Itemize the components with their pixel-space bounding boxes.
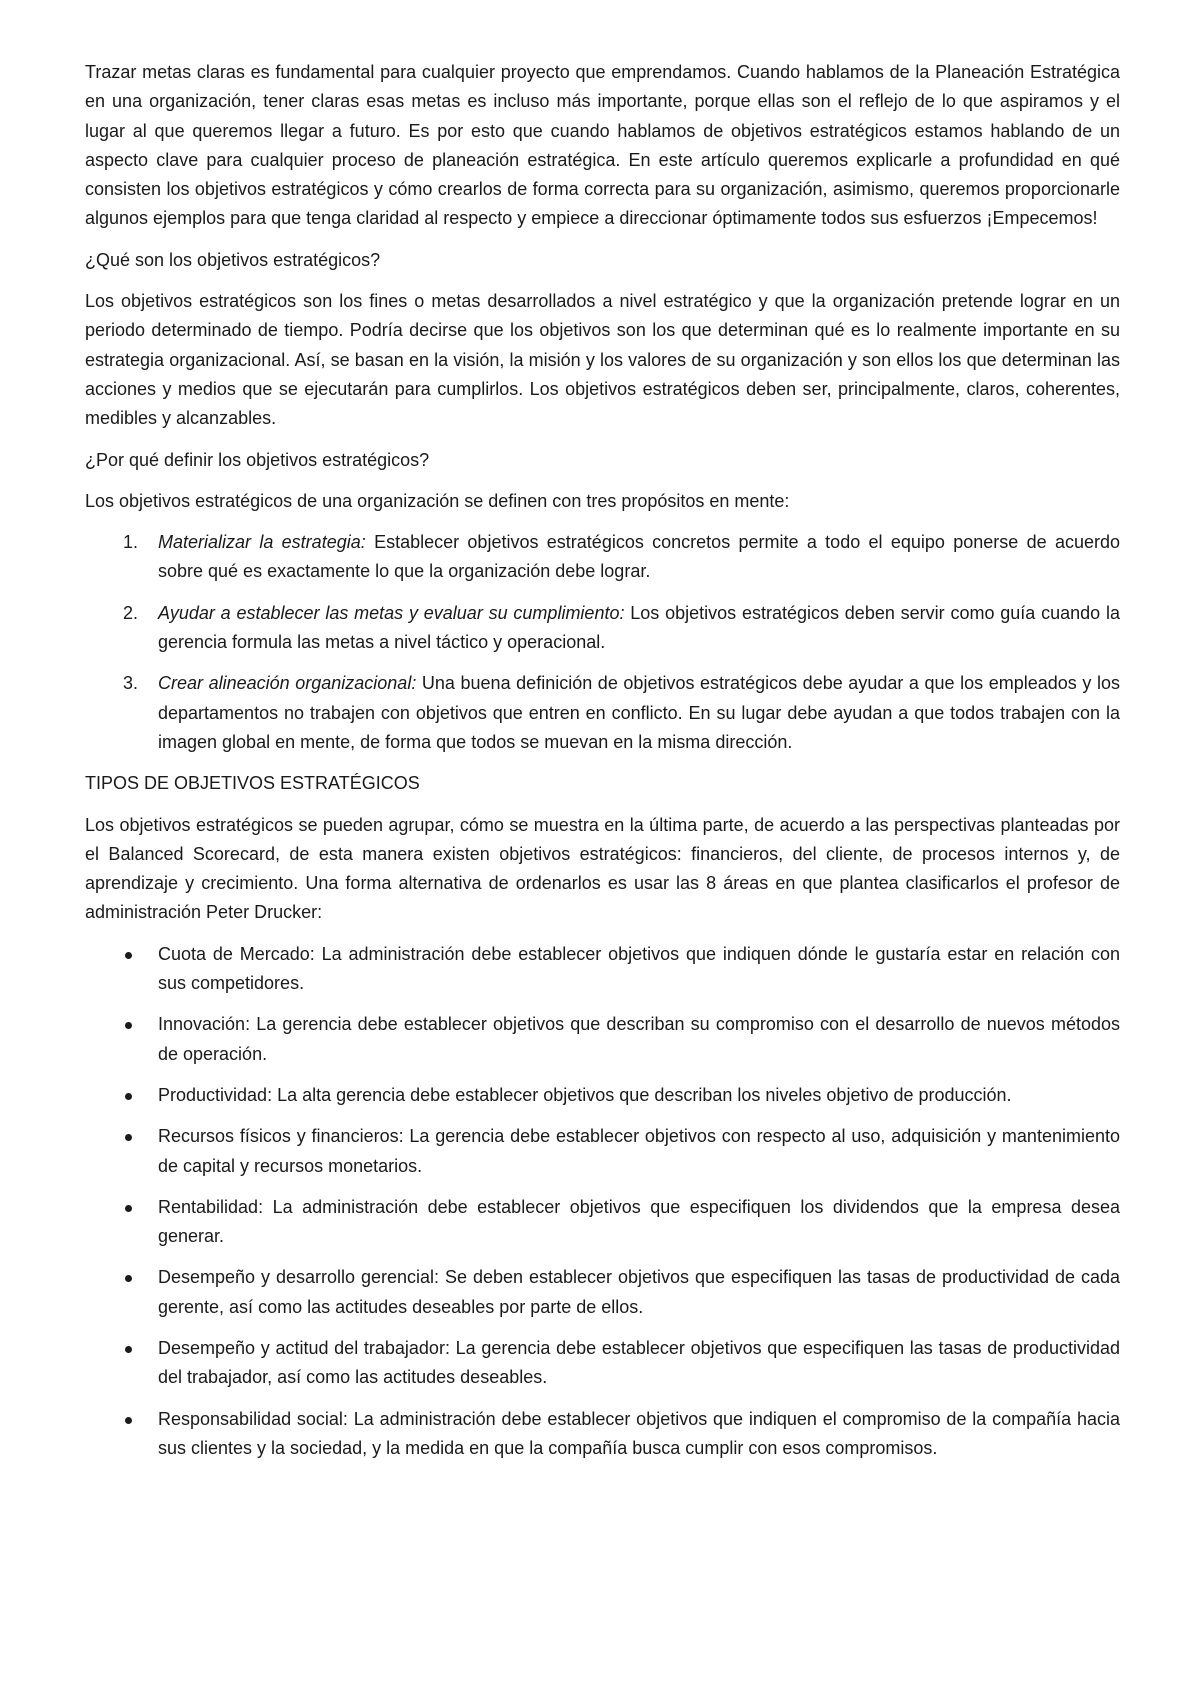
area-item (85, 940, 1120, 999)
list-number: 1. (123, 532, 139, 553)
purpose-item (85, 669, 1120, 757)
area-item (85, 1010, 1120, 1069)
bullet-icon (125, 1022, 132, 1029)
area-item (85, 1263, 1120, 1322)
bullet-icon (125, 1093, 132, 1100)
purpose-text: Los objetivos estratégicos deben servir como guía cuando la gerencia formula las metas a nivel táctico y operacional. (158, 602, 1120, 653)
purpose-text: Una buena definición de objetivos estratégicos debe ayudar a que los empleados y los departamentos no trabajen con objetivos que entren en conflicto. En su lugar debe ayudan a que todos trabajen con la imagen global en mente, de forma que todos se muevan en la misma dirección. (158, 673, 1120, 752)
area-item (85, 1334, 1120, 1393)
purpose-item (85, 528, 1120, 587)
list-number: 3. (123, 673, 139, 694)
area-text: Rentabilidad: La administración debe establecer objetivos que especifiquen los dividendos que la empresa desea generar. (158, 1196, 1120, 1247)
bullet-icon (125, 1275, 132, 1282)
area-text: Cuota de Mercado: La administración debe establecer objetivos que indiquen dónde le gustaría estar en relación con sus competidores. (158, 943, 1120, 994)
bullet-icon (125, 1205, 132, 1212)
purposes-list (85, 528, 1120, 757)
bullet-icon (125, 952, 132, 959)
area-text: Desempeño y actitud del trabajador: La gerencia debe establecer objetivos que especifiquen las tasas de productividad del trabajador, así como las actitudes deseables. (158, 1337, 1120, 1388)
area-text: Recursos físicos y financieros: La gerencia debe establecer objetivos con respecto al uso, adquisición y mantenimiento de capital y recursos monetarios. (158, 1126, 1120, 1176)
area-text: Responsabilidad social: La administración debe establecer objetivos que indiquen el compromiso de la compañía hacia sus clientes y la sociedad, y la medida en que la compañía busca cumplir con esos compromisos. (158, 1408, 1120, 1458)
area-text: Desempeño y desarrollo gerencial: Se deben establecer objetivos que especifiquen las tasas de productividad de cada gerente, así como las actitudes deseables por parte de ellos. (158, 1267, 1120, 1317)
intro-paragraph: Trazar metas claras es fundamental para cualquier proyecto que emprendamos. Cuando hablamos de la Planeación Estratégica en una organización, tener claras esas metas es incluso más importante, porque ellas son el reflejo de lo que aspiramos y el lugar al que queremos llegar a futuro. Es por esto que cuando hablamos de objetivos estratégicos estamos hablando de un aspecto clave para cualquier proceso de planeación estratégica. En este artículo queremos explicarle a profundidad en qué consisten los objetivos estratégicos y cómo crearlos de forma correcta para su organización, asimismo, queremos proporcionarle algunos ejemplos para que tenga claridad al respecto y empiece a direccionar óptimamente todos sus esfuerzos ¡Empecemos! (85, 62, 1120, 229)
section-body-types: Los objetivos estratégicos se pueden agrupar, cómo se muestra en la última parte, de acuerdo a las perspectivas planteadas por el Balanced Scorecard, de esta manera existen objetivos estratégicos: financieros, del cliente, de procesos internos y, de aprendizaje y crecimiento. Una forma alternativa de ordenarlos es usar las 8 áreas en que plantea clasificarlos el profesor de administración Peter Drucker: (85, 814, 1120, 923)
bullet-icon (125, 1134, 132, 1141)
areas-list (85, 940, 1120, 1463)
area-item (85, 1405, 1120, 1464)
section-heading-why: ¿Por qué definir los objetivos estratégicos? (85, 449, 430, 470)
area-text: Productividad: La alta gerencia debe establecer objetivos que describan los niveles objetivo de producción. (158, 1084, 1012, 1105)
section-intro-why: Los objetivos estratégicos de una organización se definen con tres propósitos en mente: (85, 490, 790, 511)
list-number: 2. (123, 602, 139, 623)
section-heading-types: TIPOS DE OBJETIVOS ESTRATÉGICOS (85, 773, 420, 794)
section-heading-what: ¿Qué son los objetivos estratégicos? (85, 249, 381, 270)
area-item (85, 1193, 1120, 1252)
purpose-lead: Materializar la estrategia: (158, 532, 366, 553)
purpose-lead: Crear alineación organizacional: (158, 673, 417, 694)
bullet-icon (125, 1346, 132, 1353)
area-item (85, 1081, 1120, 1110)
section-body-what: Los objetivos estratégicos son los fines o metas desarrollados a nivel estratégico y que la organización pretende lograr en un periodo determinado de tiempo. Podría decirse que los objetivos son los que determinan qué es lo realmente importante en su estrategia organizacional. Así, se basan en la visión, la misión y los valores de su organización y son ellos los que determinan las acciones y medios que se ejecutarán para cumplirlos. Los objetivos estratégicos deben ser, principalmente, claros, coherentes, medibles y alcanzables. (85, 291, 1120, 429)
purpose-item (85, 599, 1120, 658)
purpose-text: Establecer objetivos estratégicos concretos permite a todo el equipo ponerse de acuerdo sobre qué es exactamente lo que la organización debe lograr. (158, 532, 1120, 582)
area-item (85, 1122, 1120, 1181)
purpose-lead: Ayudar a establecer las metas y evaluar su cumplimiento: (158, 602, 625, 623)
area-text: Innovación: La gerencia debe establecer objetivos que describan su compromiso con el desarrollo de nuevos métodos de operación. (158, 1014, 1120, 1064)
bullet-icon (125, 1417, 132, 1424)
